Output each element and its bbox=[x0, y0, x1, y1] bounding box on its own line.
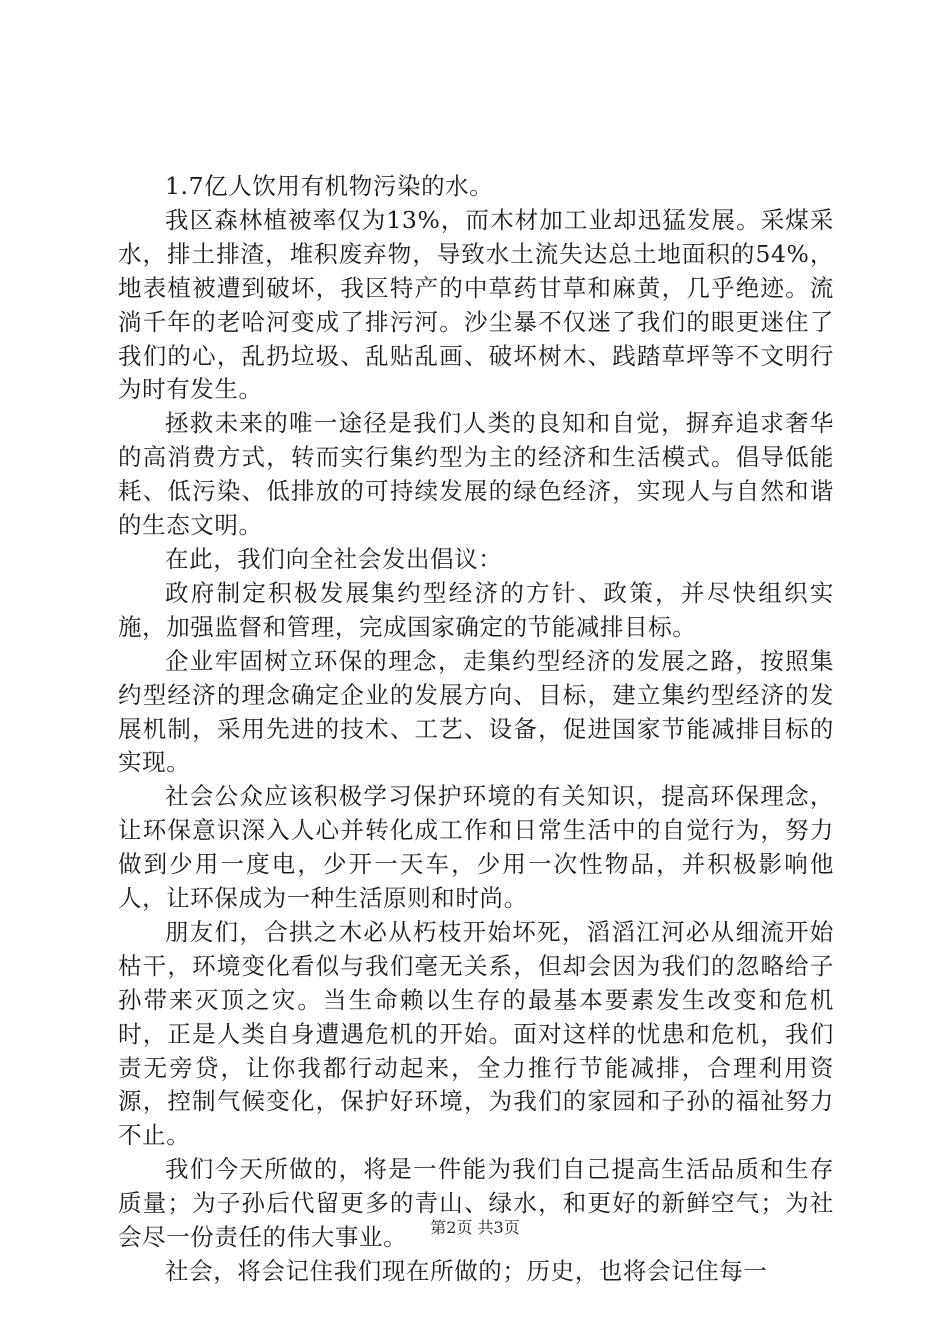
paragraph-7: 社会公众应该积极学习保护环境的有关知识，提高环保理念，让环保意识深入人心并转化成工作和日常生活中的自觉行为，努力做到少用一度电，少开一天车，少用一次性物品，并积极影响他人，让环保成为一种生活原则和时尚。 bbox=[118, 782, 834, 913]
page-number-footer: 第2页 共3页 bbox=[430, 1218, 520, 1237]
paragraph-10: 社会，将会记住我们现在所做的；历史，也将会记住每一 bbox=[165, 1257, 768, 1285]
paragraph-1: 1.7亿人饮用有机物污染的水。 bbox=[165, 172, 494, 200]
paragraph-4: 在此，我们向全社会发出倡议： bbox=[165, 544, 503, 573]
document-body bbox=[118, 170, 834, 1289]
paragraph-6: 企业牢固树立环保的理念，走集约型经济的发展之路，按照集约型经济的理念确定企业的发展方向、目标，建立集约型经济的发展机制，采用先进的技术、工艺、设备，促进国家节能减排目标的实现。 bbox=[118, 646, 834, 777]
paragraph-8: 朋友们，合拱之木必从朽枝开始坏死，滔滔江河必从细流开始枯干，环境变化看似与我们毫无关系，但却会因为我们的忽略给子孙带来灭顶之灾。当生命赖以生存的最基本要素发生改变和危机时，正是人类自身遭遇危机的开始。面对这样的忧患和危机，我们责无旁贷，让你我都行动起来，全力推行节能减排，合理利用资源，控制气候变化，保护好环境，为我们的家园和子孙的福祉努力不止。 bbox=[118, 917, 834, 1150]
paragraph-3: 拯救未来的唯一途径是我们人类的良知和自觉，摒弃追求奢华的高消费方式，转而实行集约型为主的经济和生活模式。倡导低能耗、低污染、低排放的可持续发展的绿色经济，实现人与自然和谐的生态文明。 bbox=[118, 409, 834, 540]
paragraph-5: 政府制定积极发展集约型经济的方针、政策，并尽快组织实施，加强监督和管理，完成国家确定的节能减排目标。 bbox=[118, 578, 834, 641]
paragraph-9: 我们今天所做的，将是一件能为我们自己提高生活品质和生存质量；为子孙后代留更多的青山、绿水，和更好的新鲜空气；为社会尽一份责任的伟大事业。 bbox=[118, 1155, 834, 1252]
paragraph-2: 我区森林植被率仅为13%，而木材加工业却迅猛发展。采煤采水，排土排渣，堆积废弃物，导致水土流失达总土地面积的54%，地表植被遭到破坏，我区特产的中草药甘草和麻黄，几乎绝迹。流淌千年的老哈河变成了排污河。沙尘暴不仅迷了我们的眼更迷住了我们的心，乱扔垃圾、乱贴乱画、破坏树木、践踏草坪等不文明行为时有发生。 bbox=[118, 205, 834, 404]
